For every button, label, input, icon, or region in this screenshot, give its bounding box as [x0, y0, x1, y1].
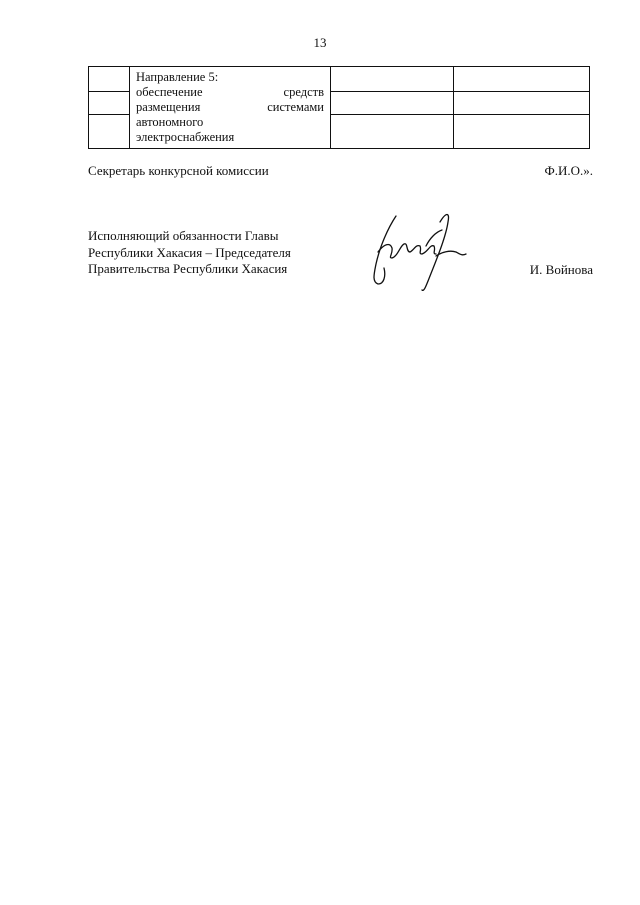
table-cell-empty — [454, 115, 590, 149]
secretary-line — [88, 163, 593, 179]
table-cell-empty — [331, 115, 454, 149]
handwritten-signature — [366, 206, 486, 296]
table-cell-number — [89, 92, 130, 115]
direction-word: электроснабжения — [136, 130, 235, 144]
secretary-name-placeholder: Ф.И.О.». — [544, 163, 593, 178]
secretary-label: Секретарь конкурсной комиссии — [88, 163, 269, 178]
table-row — [89, 67, 590, 92]
direction-line — [136, 130, 324, 145]
direction-word: системами — [267, 100, 324, 114]
direction-word: обеспечение — [136, 85, 203, 99]
direction-line — [136, 70, 324, 85]
direction-word: автономного — [136, 115, 204, 129]
direction-line — [136, 115, 324, 130]
table-cell-empty — [454, 92, 590, 115]
signatory-title-line: Правительства Республики Хакасия — [88, 261, 288, 276]
criteria-table — [88, 66, 590, 149]
table-cell-empty — [331, 92, 454, 115]
table-cell-empty — [454, 67, 590, 92]
table-cell-number — [89, 115, 130, 149]
direction-word: средств — [283, 85, 324, 99]
signature-block — [88, 228, 291, 278]
signatory-title-line: Республики Хакасия – Председателя — [88, 244, 291, 260]
direction-line — [136, 100, 324, 115]
table-cell-empty — [331, 67, 454, 92]
table-cell-number — [89, 67, 130, 92]
direction-line — [136, 85, 324, 100]
direction-word: размещения — [136, 100, 201, 114]
direction-word: Направление 5: — [136, 70, 219, 84]
signatory-name: И. Войнова — [529, 262, 593, 277]
page-number: 13 — [313, 35, 327, 50]
table-cell-direction — [130, 67, 331, 149]
signatory-title-line: Исполняющий обязанности Главы — [88, 228, 279, 243]
